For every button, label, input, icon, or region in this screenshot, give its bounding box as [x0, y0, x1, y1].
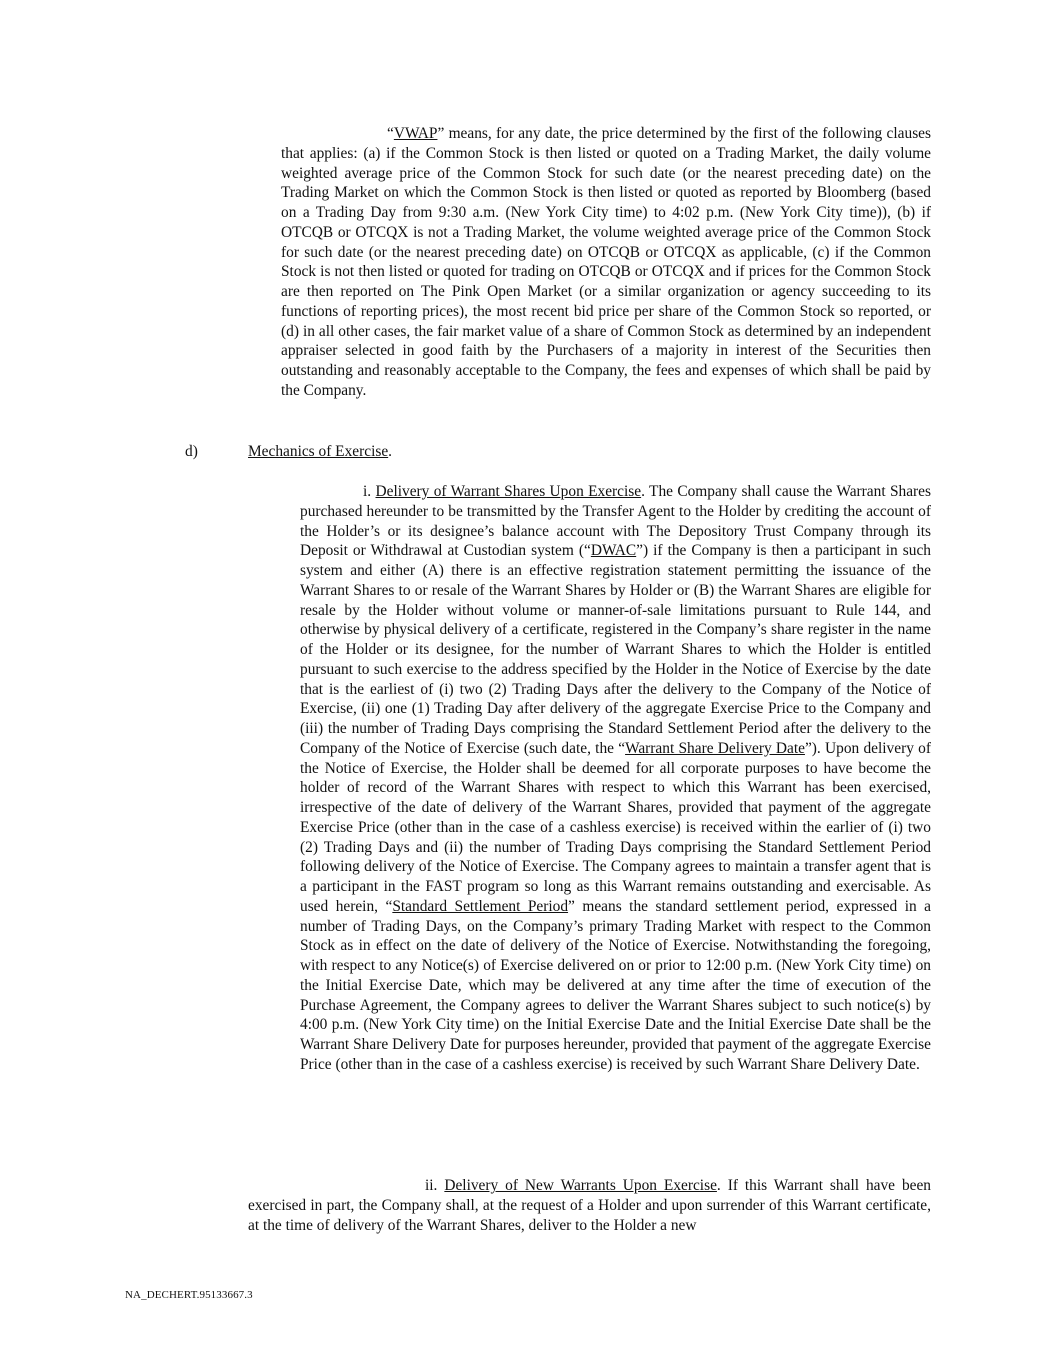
delivery-item-heading: Delivery of Warrant Shares Upon Exercise — [375, 483, 642, 500]
delivery-text-part-3: ”). Upon delivery of the Notice of Exercise, the Holder shall be deemed for all corporate purposes to have become the holder of record of the Warrant Shares with respect to which this Warrant has been exercised, irrespective of the date of delivery of the Warrant Shares, provided that payment of the aggregate Exercise Price (other than in the case of a cashless exercise) is received within the earlier of (i) two (2) Trading Days and (ii) the number of Trading Days comprising the Standard Settlement Period following delivery of the Notice of Exercise. The Company agrees to maintain a transfer agent that is a participant in the FAST program so long as this Warrant remains outstanding and exercisable. As used herein, “ — [300, 739, 931, 915]
section-d-heading-text: Mechanics of Exercise — [248, 443, 389, 460]
section-d-marker: d) — [185, 443, 198, 460]
delivery-text-part-4: ” means the standard settlement period, expressed in a number of Trading Days, on the Company’s primary Trading Market with respect to the Common Stock as in effect on the date of delivery of the Notice of Exercise. Notwithstanding the foregoing, with respect to any Notice(s) of Exercise delivered on or prior to 12:00 p.m. (New York City time) on the Initial Exercise Date, which may be delivered at any time after the time of execution of the Purchase Agreement, the Company agrees to deliver the Warrant Shares subject to such notice(s) by 4:00 p.m. (New York City time) on the Initial Exercise Date and the Initial Exercise Date shall be the Warrant Share Delivery Date for purposes hereunder, provided that payment of the aggregate Exercise Price (other than in the case of a cashless exercise) is received by such Warrant Share Delivery Date. — [300, 897, 931, 1073]
vwap-quote-open: “ — [387, 125, 394, 142]
section-d-heading — [248, 442, 392, 462]
vwap-definition-text: ” means, for any date, the price determined by the first of the following clauses that applies: (a) if the Common Stock is then listed or quoted on a Trading Market, the daily volume weighted average price of the Common Stock for such date (or the nearest preceding date) on the Trading Market on which the Common Stock is then listed or quoted as reported by Bloomberg (based on a Trading Day from 9:30 a.m. (New York City time) to 4:02 p.m. (New York City time)), (b) if OTCQB or OTCQX is not a Trading Market, the volume weighted average price of the Common Stock for such date (or the nearest preceding date) on OTCQB or OTCQX as applicable, (c) if the Common Stock is not then listed or quoted for trading on OTCQB or OTCQX and if prices for the Common Stock are then reported on The Pink Open Market (or a similar organization or agency succeeding to its functions of reporting prices), the most recent bid price per share of the Common Stock so reported, or (d) in all other cases, the fair market value of a share of Common Stock as determined by an independent appraiser selected in good faith by the Purchasers of a majority in interest of the Securities then outstanding and reasonably acceptable to the Company, the fees and expenses of which shall be paid by the Company. — [281, 125, 931, 399]
delivery-warrant-shares-paragraph — [300, 482, 931, 1075]
delivery-text-part-1: . The Company shall cause the Warrant Shares purchased hereunder to be transmitted by the Transfer Agent to the Holder by crediting the account of the Holder’s or its designee’s balance account with The Depository Trust Company through its Deposit or Withdrawal at Custodian system (“ — [300, 483, 931, 560]
warrant-share-delivery-date-term: Warrant Share Delivery Date — [625, 739, 805, 757]
new-warrants-item-number: ii. — [425, 1177, 445, 1194]
delivery-item-number: i. — [363, 483, 376, 500]
standard-settlement-period-term: Standard Settlement Period — [392, 897, 569, 915]
new-warrants-item-heading: Delivery of New Warrants Upon Exercise — [444, 1177, 717, 1194]
vwap-definition-paragraph — [281, 124, 931, 401]
vwap-defined-term: VWAP — [393, 125, 438, 142]
new-warrants-text: . If this Warrant shall have been exercised in part, the Company shall, at the request of a Holder and upon surrender of this Warrant certificate, at the time of delivery of the Warrant Shares, deliver to the Holder a new — [248, 1177, 932, 1234]
delivery-new-warrants-paragraph — [248, 1176, 931, 1235]
dwac-defined-term: DWAC — [590, 542, 637, 560]
footer-document-id: NA_DECHERT.95133667.3 — [125, 1289, 253, 1301]
section-d-heading-period: . — [388, 443, 393, 460]
delivery-text-part-2: ”) if the Company is then a participant in such system and either (A) there is an effective registration statement permitting the issuance of the Warrant Shares to or resale of the Warrant Shares by Holder or (B) the Warrant Shares are eligible for resale by the Holder without volume or manner-of-sale limitations pursuant to Rule 144, and otherwise by physical delivery of a certificate, registered in the Company’s share register in the name of the Holder or its designee, for the number of Warrant Shares to which the Holder is entitled pursuant to such exercise to the address specified by the Holder in the Notice of Exercise by the date that is the earliest of (i) two (2) Trading Days after the delivery to the Company of the Notice of Exercise, (ii) one (1) Trading Day after delivery of the aggregate Exercise Price to the Company and (iii) the number of Trading Days comprising the Standard Settlement Period after the delivery to the Company of the Notice of Exercise (such date, the “ — [300, 542, 931, 757]
